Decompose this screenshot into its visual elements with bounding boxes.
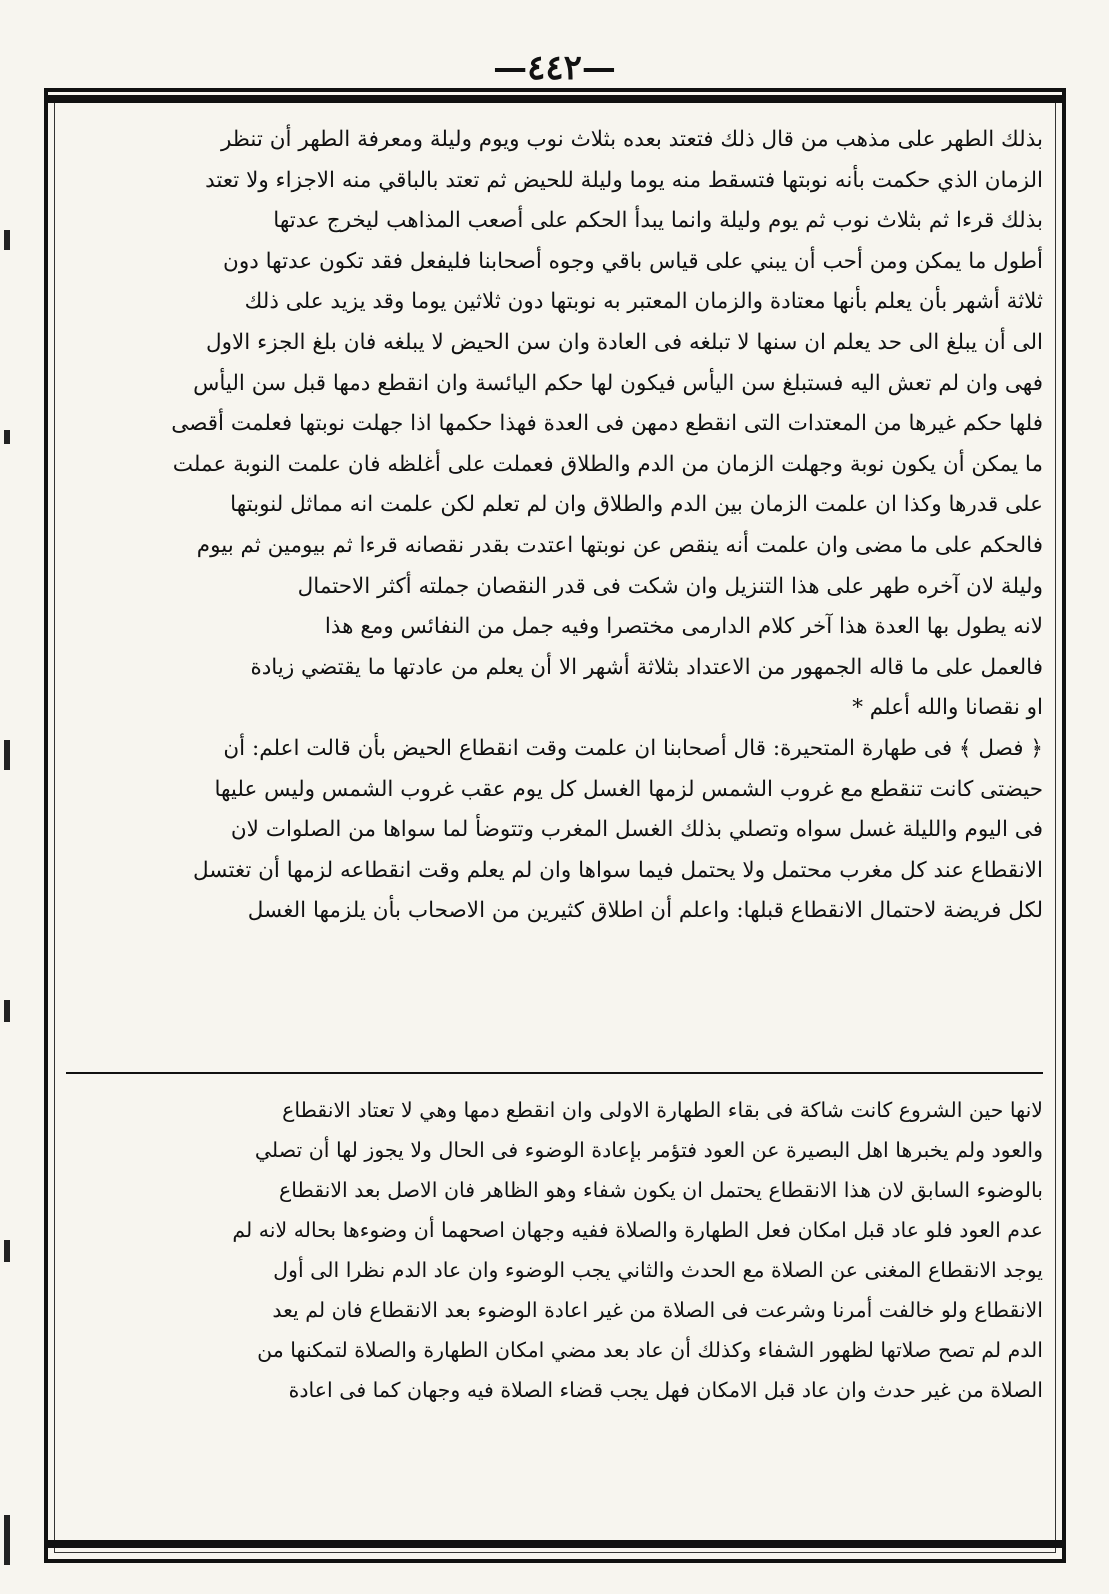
text-line: أطول ما يمكن ومن أحب أن يبني على قياس باقي وجوه أصحابنا فليفعل فقد تكون عدتها دون bbox=[223, 248, 1043, 274]
margin-mark bbox=[4, 1000, 10, 1022]
footnote-line: الصلاة من غير حدث وان عاد قبل الامكان فهل يجب قضاء الصلاة فيه وجهان كما فى اعادة bbox=[288, 1378, 1043, 1402]
margin-mark bbox=[4, 740, 10, 770]
footnote-line: عدم العود فلو عاد قبل امكان فعل الطهارة والصلاة ففيه وجهان اصحهما أن وضوءها بحاله لانه لم bbox=[232, 1218, 1043, 1242]
text-line: بذلك الطهر على مذهب من قال ذلك فتعتد بعده بثلاث نوب ويوم وليلة ومعرفة الطهر أن تنظر bbox=[220, 127, 1043, 152]
text-line: ثلاثة أشهر بأن يعلم بأنها معتادة والزمان المعتبر به نوبتها دون ثلاثين يوما وقد يزيد على ذلك bbox=[244, 289, 1043, 315]
text-line: لكل فريضة لاحتمال الانقطاع قبلها: واعلم أن اطلاق كثيرين من الاصحاب بأن يلزمها الغسل bbox=[247, 898, 1043, 924]
margin-mark bbox=[4, 1240, 10, 1262]
margin-mark bbox=[4, 1515, 10, 1565]
footnote-line: الدم لم تصح صلاتها لظهور الشفاء وكذلك أن عاد بعد مضي امكان الطهارة والصلاة لتمكنها من bbox=[257, 1338, 1043, 1362]
footnote-line: لانها حين الشروع كانت شاكة فى بقاء الطهارة الاولى وان انقطع دمها وهي لا تعتاد الانقطاع bbox=[282, 1098, 1043, 1122]
top-rule bbox=[48, 95, 1062, 103]
footnote-line: والعود ولم يخبرها اهل البصيرة عن العود فتؤمر بإعادة الوضوء فى الحال ولا يجوز لها أن تصلي bbox=[254, 1138, 1043, 1162]
footnote-text bbox=[66, 1090, 1043, 1410]
page-number: —٤٤٢— bbox=[493, 48, 616, 88]
text-line: ما يمكن أن يكون نوبة وجهلت الزمان من الدم والطلاق فعملت على أغلظه فان علمت النوبة عملت bbox=[172, 451, 1043, 477]
bottom-rule bbox=[48, 1540, 1062, 1548]
text-line: لانه يطول بها العدة هذا آخر كلام الدارمى مختصرا وفيه جمل من النفائس ومع هذا bbox=[324, 614, 1043, 640]
text-line: الزمان الذي حكمت بأنه نوبتها فتسقط منه يوما وليلة للحيض ثم تعتد بالباقي منه الاجزاء ولا تعتد bbox=[205, 167, 1043, 193]
text-line: حيضتى كانت تنقطع مع غروب الشمس لزمها الغسل كل يوم عقب غروب الشمس وليس عليها bbox=[214, 776, 1043, 802]
main-text bbox=[66, 120, 1043, 932]
text-line: فالحكم على ما مضى وان علمت أنه ينقص عن نوبتها اعتدت بقدر نقصانه قرءا ثم بيومين ثم بيوم bbox=[196, 532, 1043, 558]
text-line: فالعمل على ما قاله الجمهور من الاعتداد بثلاثة أشهر الا أن يعلم من عادتها ما يقتضي زيادة bbox=[250, 654, 1043, 680]
footnote-line: بالوضوء السابق لان هذا الانقطاع يحتمل ان يكون شفاء وهو الظاهر فان الاصل بعد الانقطاع bbox=[278, 1178, 1043, 1202]
footnote-line: الانقطاع ولو خالفت أمرنا وشرعت فى الصلاة من غير اعادة الوضوء بعد الانقطاع فان لم يعد bbox=[272, 1298, 1043, 1322]
text-line: فى اليوم والليلة غسل سواه وتصلي بذلك الغسل المغرب وتتوضأ لما سواها من الصلوات لان bbox=[230, 817, 1043, 843]
margin-mark bbox=[4, 430, 10, 444]
text-line: فهى وان لم تعش اليه فستبلغ سن اليأس فيكون لها حكم اليائسة وان انقطع دمها قبل سن اليأس bbox=[193, 370, 1043, 396]
text-line: وليلة لان آخره طهر على هذا التنزيل وان شكت فى قدر النقصان جملته أكثر الاحتمال bbox=[297, 573, 1043, 599]
text-line: او نقصانا والله أعلم * bbox=[852, 695, 1043, 721]
text-line: الى أن يبلغ الى حد يعلم ان سنها لا تبلغه فى العادة وان سن الحيض لا يبلغه فان بلغ الجزء الاول bbox=[206, 329, 1043, 355]
footnote-line: يوجد الانقطاع المغنى عن الصلاة مع الحدث والثاني يجب الوضوء وان عاد الدم نظرا الى أول bbox=[273, 1258, 1043, 1282]
footnote-divider bbox=[66, 1072, 1043, 1074]
text-line: الانقطاع عند كل مغرب محتمل ولا يحتمل فيما سواها وان لم يعلم وقت انقطاعه لزمها أن تغتسل bbox=[193, 857, 1043, 883]
text-line: فلها حكم غيرها من المعتدات التى انقطع دمهن فى العدة فهذا حكمها اذا جهلت نوبتها فعلمت أقصى bbox=[171, 411, 1043, 437]
text-line: على قدرها وكذا ان علمت الزمان بين الدم والطلاق وان لم تعلم لكن علمت انه مماثل لنوبتها bbox=[230, 492, 1043, 518]
margin-mark bbox=[4, 230, 10, 250]
section-heading-line: ﴿ فصل ﴾ فى طهارة المتحيرة: قال أصحابنا ان علمت وقت انقطاع الحيض بأن قالت اعلم: أن bbox=[223, 735, 1043, 761]
text-line: بذلك قرءا ثم بثلاث نوب ثم يوم وليلة وانما يبدأ الحكم على أصعب المذاهب ليخرج عدتها bbox=[273, 208, 1043, 234]
